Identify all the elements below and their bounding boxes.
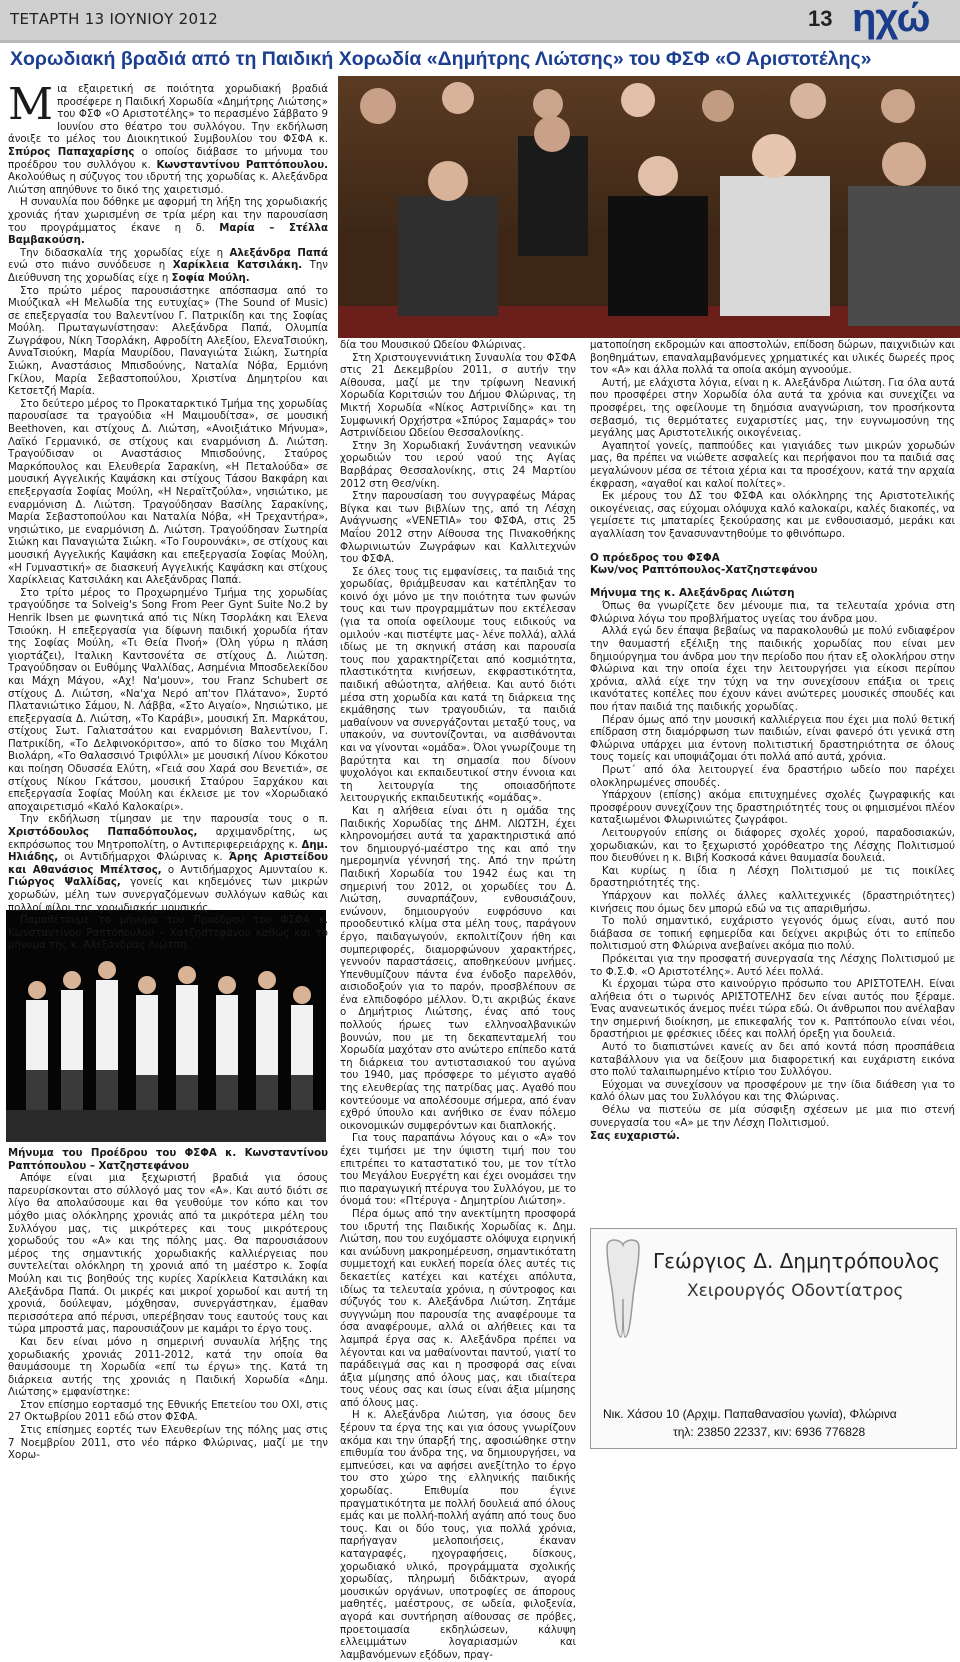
newspaper-logo: ηχώ xyxy=(852,0,930,40)
paragraph: Στο τρίτο μέρος το Προχωρημένο Τμήμα της χορωδίας τραγούδησε τα Solveig's Song From Peer Gynt Suite No.2 by Henrik Ibsen με φωνητικά από τις Νίκη Τσορλάκη και Έλενα Τσιούκη. Η επεξεργασία για δίφωνη παιδική χορωδία ήταν της Σοφίας Μούλη, «Τι Θεία Πνοή» (Όλη γύρω η πλάση γιορτάζει), Ιταλικη Καντσονέτα σε στίχους Δ. Λιώτση. Τραγούδησαν οι Ευθύμης Ψαλλίδας, Ασημένια Μποσδελεκίδου και Μάχη Μάγου, «Αχ! Να'μουν», του Franz Schubert σε στίχους Δ. Λιώτση, «Να'χα Νερό απ'τον Πλάτανο», Συρτό Πλατανιώτικο Σάμου, Ν. Λάββα, «Στο Αιγαίο», Νησιώτικο, με επεξεργασία Δ. Λιώτση, «Το Καράβι», μουσική Σπ. Μαρκάτου, στίχους Σωτ. Γαλιατσάτου και εναρμόνιση Βαλεντίνου, Γ. Πατρικίδη, «Το Δελφινοκόριτσο», από το δίσκο του Μιχάλη Βιολάρη, «Το Θαλασσινό Τριφύλλι» με μουσική Λίνου Κόκοτου και ποίηση Οδυσσέα Ελύτη, «Γειά σου Χαρά σου Βενετιά», σε στίχους Νίκου Γκάτσου, μουσική Σταύρου Ξαρχάκου και επεξεργασία Σοφίας Μούλη και έκλεισε με τον «Χορωδιακό αποχαιρετισμό «Καλό Καλοκαίρι». xyxy=(8,587,328,813)
dentist-advertisement xyxy=(590,1228,957,1449)
paragraph: Θέλω να πιστεύω σε μία σύσφιξη σχέσεων με μια πιο στενή συνεργασία του «Α» με την Λέσχη Πολιτισμού. xyxy=(590,1105,955,1129)
dentist-title: Χειρουργός Οδοντίατρος xyxy=(687,1281,904,1301)
paragraph: Παραθέτουμε το μήνυμα του Προέδρου του ΦΣΦΑ κ. Κωνσταντίνου Ραπτόπουλου – Χατζηστεφάνου καθώς και το μήνυμα της κ. Αλεξάνδρας Λιώτση. xyxy=(8,915,328,952)
dentist-name: Γεώργιος Δ. Δημητρόπουλος xyxy=(653,1249,941,1273)
paragraph: Αγαπητοί γονείς, παππούδες και γιαγιάδες των μικρών χορωδών μας, θα πρέπει να νιώθετε ασφαλείς και περήφανοι που τα παιδιά σας μεγαλώνουν μέσα σε τέτοια χέρια και τα προσέχουν, κατά την αρχαία έκφραση, «αγαθοί και καλοί πολίτες». xyxy=(590,440,955,490)
column-1 xyxy=(8,79,329,952)
paragraph: Και κυρίως η ίδια η Λέσχη Πολιτισμού με τις ποικίλες δραστηριότητές της. xyxy=(590,865,955,890)
tooth-icon xyxy=(601,1237,645,1347)
paragraph: Το πολύ σημαντικό, ευχάριστο γεγονός όμως είναι, αυτό που διάβασα σε τοπική εφημερίδα και δείχνει ακριβώς ότι το επίπεδο πολιτισμού στη Φλώρινα ανεβαίνει ακόμα πιο πολύ. xyxy=(590,916,955,953)
paragraph: Κι έρχομαι τώρα στο καινούργιο πρόσωπο του ΑΡΙΣΤΟΤΕΛΗ. Είναι αλήθεια ότι ο τωρινός ΑΡΙΣΤΟΤΕΛΗΣ δεν είναι αυτός που ξέραμε. Ένας ανανεωτικός άνεμος πνέει τώρα εδώ. Οι άνθρωποι που ανέλαβαν την σημερινή διοίκηση, με επικεφαλής τον κ. Ραπτόπουλο είναι νέοι, δραστήριοι με φρέσκιες ιδέες και πολλή όρεξη για δουλειά. xyxy=(590,979,955,1041)
page-number: 13 xyxy=(808,6,833,31)
paragraph: Την διδασκαλία της χορωδίας είχε η Αλεξάνδρα Παπά ενώ στο πιάνο συνόδευσε η Χαρίκλεια Κατσιλάκη. Την Διεύθυνση της χορωδίας είχε η Σοφία Μούλη. xyxy=(8,247,328,284)
paragraph: Όπως θα γνωρίζετε δεν μένουμε πια, τα τελευταία χρόνια στη Φλώρινα λόγω του προβλήματος υγείας του άνδρα μου. xyxy=(590,601,955,625)
signature-name: Κων/νος Ραπτόπουλος-Χατζηστεφάνου xyxy=(590,564,818,577)
paragraph: Υπάρχουν και πολλές άλλες καλλιτεχνικές (δραστηριότητες) κινήσεις που όμως δεν μπορώ εδώ να τις απαριθμήσω. xyxy=(590,890,955,915)
audience-photo xyxy=(338,76,960,338)
column-3 xyxy=(590,340,955,1224)
paragraph: Αυτό το διαπιστώνει κανείς αν δει από κοντά πόση προσπάθεια καταβάλλουν για να δείξουν μια διαφορετική και ευχάριστη εικόνα στο πολύ ταλαιπωρημένο κτίριο του Συλλόγου. xyxy=(590,1042,955,1079)
paragraph: ματοποίηση εκδρομών και αποστολών, επίδοση δώρων, παιχνιδιών και βοηθημάτων, επαναλαμβανόμενες χρηματικές και υλικές δωρεές προς τον «Α» και άλλα πολλά τα οποία ακόμη αγνοούμε. xyxy=(590,340,955,377)
paragraph: Αλλά εγώ δεν έπαψα βεβαίως να παρακολουθώ με πολύ ενδιαφέρον την θαυμαστή εξέλιξη της παιδικής χορωδίας που είναι μεν δημιούργημα του άνδρα μου την περίοδο που ήταν εξ ολοκλήρου στην Φλώρινα και την οποία έχει την λειτουργήσει για είκοσι περίπου χρόνια, αλλά είχε την τύχη να την συνεχίσουν επάξια οι τρεις ικανότατες κοπέλες που έχουν κάνει ανώτερες μουσικές σπουδές και που ήταν παιδιά της παιδικής χορωδίας. xyxy=(590,626,955,714)
liotsi-message-heading: Μήνυμα της κ. Αλεξάνδρας Λιώτση xyxy=(590,586,795,599)
paragraph: Και η αλήθεια είναι ότι η ομάδα της Παιδικής Χορωδίας της ΔΗΜ. ΛΙΩΤΣΗ, έχει κληρονομήσει αυτά τα χαρακτηριστικά από τον δημιουργό-μαέστρο της και από την ημερομηνία γέννησή της. Από την πρώτη Παιδική Χορωδία του 1942 έως και τη σημερινή του 2012, οι χορωδίες του Δ. Λιώτση, συναρπάζουν, ενθουσιάζουν, ενώνουν, δημιουργούν ευφρόσυνο και προοδευτικό κλίμα στα μέλη τους, παράγουν έργο, παιδαγωγούν, εκπολιτίζουν ήθη και συμπεριφορές, διαμορφώνουν χαρακτήρες, γεννούν παραστάσεις, αποθηκεύουν μνήμες. Υπενθυμίζουν πάντα ένα ένδοξο παρελθόν, αισιοδοξούν για το παρόν, προσβλέπουν σε ένα ελπιδοφόρο μέλλον. Ό,τι ακριβώς έκανε ο Δημήτριος Λιώτσης, ένας από τους πολλούς ήρωες των ελληνοαλβανικών βουνών, που με τη δεκαπενταμελή του Χορωδία μαχόταν στο ανώτερο επίπεδο κατά τη διάρκεια του αντιστασιακού του αγώνα του 1940, μας πρόσφερε το μέγιστο αγαθό της ελευθερίας της πατρίδας μας. Αγαθό που κοντεύουμε να απολέσουμε σήμερα, από έναν εχθρό ύπουλο και ανήθικο σε έναν πόλεμο οικονομικών συμφερόντων και διαπλοκής. xyxy=(340,805,576,1132)
paragraph: Εκ μέρους του ΔΣ του ΦΣΦΑ και ολόκληρης της Αριστοτελικής οικογένειας, σας εύχομαι ολόψυχα καλό καλοκαίρι, καλές διακοπές, να γεμίσετε τις μπαταρίες ξεκούρασης και με ενθουσιασμό, μεράκι και αγαλλίαση τον ξανασυναντηθούμε το φθινόπωρο. xyxy=(590,491,955,540)
paragraph: Στο δεύτερο μέρος το Προκαταρκτικό Τμήμα της χορωδίας παρουσίασε τα τραγούδια «Η Μαιμουδίτσα», σε μουσική Beethoven, και στίχους Δ. Λιώτση, «Ανοιξιάτικο Μήνυμα», Λαϊκό Γερμανικό, σε στίχους και εναρμόνιση Δ. Λιώτση. Τραγούδισαν οι Αναστάσιος Μπισδούνης, Σταύρος Μαρκόπουλος και Ελευθερία Σαρακίνη, «Η Πεταλούδα» σε μουσική Αγγελικής Καψάσκη και στίχους Τάσου Βακφάρη και επεξεργασία Σοφίας Μούλη, «Η Νεραϊτζούλα», νησιώτικο, με εναρμόνιση Δ. Λιώτση. Τραγούδησαν Βασίλης Σαρακίνης, Μαρία Σεβαστοπούλου και Ναταλία Νόβα, «Η Τρεχαντήρα», νησιώτικο, με εναρμόνιση Δ. Λιώτση. Τραγούδησαν Σωτηρία Σιώκη και Παναγιώτα Σιώκη. «Το Γουρουνάκι», σε στίχους και μουσική Αγγελικής Καψάσκη και επεξεργασία Σοφίας Μούλη, «Η Γυμναστική» σε διασκευή Αγγελικής Καψάσκη και στίχους Χαρίκλειας Κατσιλάκη και Αλεξάνδρας Παπά. xyxy=(8,398,328,587)
dentist-address: Νικ. Χάσου 10 (Αρχιμ. Παπαθανασίου γωνία), Φλώρινα xyxy=(603,1407,897,1421)
article-headline: Χορωδιακή βραδιά από τη Παιδική Χορωδία «Δημήτρης Λιώτσης» του ΦΣΦ «Ο Αριστοτέλης» xyxy=(10,48,872,70)
paragraph: Πρόκειται για την προσφατή συνεργασία της Λέσχης Πολιτισμού με το Φ.Σ.Φ. «Ο Αριστοτέλης». Αυτό λέει πολλά. xyxy=(590,953,955,978)
paragraph: Αυτή, με ελάχιστα λόγια, είναι η κ. Αλεξάνδρα Λιώτση. Για όλα αυτά που προσφέρει στην Χορωδία όλα αυτά τα χρόνια και συνεχίζει να προσφέρει, της οφείλουμε τη δημόσια αναγνώριση, τον προσήκοντα σεβασμό, τις θερμότατες ευχαριστίες μας, την ευγνωμοσύνη της μεγάλης μας Αριστοτελικής οικογένειας. xyxy=(590,377,955,440)
paragraph: Στη Χριστουγεννιάτικη Συναυλία του ΦΣΦΑ στις 21 Δεκεμβρίου 2011, σ αυτήν την Αίθουσα, μαζί με την τρίφωνη Νεανική Χορωδία Κοριτσιών του Δήμου Φλώρινας, τη Μικτή Χορωδία «Νίκος Αστρινίδης» και τη Συμφωνική Ορχήστρα «Σπύρος Σαμαράς» του Αστρινίδειου Ωδείου Θεσσαλονίκης. xyxy=(340,352,576,440)
paragraph: Και δεν είναι μόνο η σημερινή συναυλία λήξης της χορωδιακής χρονιάς 2011-2012, κατά την οποία θα θαυμάσουμε τη Χορωδία «επί τω έργω» της. Κατά τη διάρκεια αυτής της χρονιάς η Παιδική Χορωδία «Δημ. Λιώτσης» εμφανίστηκε: xyxy=(8,1336,328,1399)
column-1-lower xyxy=(8,1148,328,1462)
paragraph: Στο πρώτο μέρος παρουσιάστηκε απόσπασμα από το Μιούζικαλ «Η Μελωδία της ευτυχίας» (The Sound of Music) σε επεξεργασία του Βαλεντίνου Γ. Πατρικίδη και της Σοφίας Μούλη. Πρωταγωνίστησαν: Αλεξάνδρα Παπά, Ολυμπία Ζωγράφου, Νίκη Τσορλάκη, Αφροδίτη Αλεξίου, ΕλεναΤσιούκη, ΑνναΤσιούκη, Μαρία Μαυρίδου, Παναγιώτα Σιώκη, Σωτηρία Σιώκη, Αναστάσιος Μπισδούνης, Ναταλία Νόβα, Ερμιόνη Γκίλου, Μαρία Σεβαστοπούλου, Χριστίνα Δημητρίου και Κετσετζή Μαρία. xyxy=(8,285,328,398)
closing-thanks: Σας ευχαριστώ. xyxy=(590,1130,680,1143)
dentist-phone: τηλ: 23850 22337, κιν: 6936 776828 xyxy=(673,1425,866,1439)
paragraph: Η συναυλία που δόθηκε με αφορμή τη λήξη της χορωδιακής χρονιάς ήταν χωρισμένη σε τρία μέρη και την παρουσίαση του προγράμματος έκανε η δ. Μαρία – Στέλλα Βαμβακούση. xyxy=(8,197,328,247)
paragraph: Πρωτ΄ από όλα λειτουργεί ένα δραστήριο ωδείο που παρέχει ολοκληρωμένες σπουδές. xyxy=(590,765,955,789)
paragraph: Την εκδήλωση τίμησαν με την παρουσία τους ο π. Χριστόδουλος Παπαδόπουλος, αρχιμανδρίτης, ως εκπρόσωπος του Μητροπολίτη, ο Αντιπεριφερειάρχης κ. Δημ. Ηλιάδης, οι Αντιδήμαρχοι Φλώρινας κ. Άρης Αριστείδου και Αθανάσιος Μπέλτσος, ο Αντιδήμαρχος Αμυνταίου κ. Γιώργος Ψαλλίδας, γονείς και κηδεμόνες των μικρών χορωδών, μέλη των συνεργαζόμενων συλλόγων καθώς και πολλοί φίλοι της χορωδιακής μουσικής. xyxy=(8,814,329,914)
drop-cap: Μ xyxy=(8,79,54,130)
paragraph: Εύχομαι να συνεχίσουν να προσφέρουν με την ίδια διάθεση για το καλό όλων μας του Συλλόγου και της Φλώρινας. xyxy=(590,1079,955,1104)
paragraph: Υπάρχουν (επίσης) ακόμα επιτυχημένες σχολές ζωγραφικής και προσφέρουν συνεχίζουν της δραστηριότητές τους οι φημισμένοι πλέον καταξιωμένοι Φλωρινιώτες ζωγράφοι. xyxy=(590,790,955,827)
paragraph: Απόψε είναι μια ξεχωριστή βραδιά για όσους παρευρίσκονται στο σύλλογό μας τον «Α». Και αυτό διότι σε λίγο θα απολαύσουμε και θα γευθούμε τον κόπο και τον μόχθο μιας ολόκληρης χρονιάς από τα μικρότερα μέλη του Συλλόγου μας, τις μικρότερες και τους μικρότερους χορωδούς του «Α» και της πόλης μας. Θα παρουσιάσουν μέρος της σημαντικής χορωδιακής καλλιέργειας που συντελείται ολόκληρη τη χρονιά από τη μαέστρο κ. Σοφία Μούλη και τις βοηθούς της κυρίες Χαρίκλεια Κατσιλάκη και Αλεξάνδρα Παπά. Οι μικρές και μικροί χορωδοί και αυτή τη χρονιά, δούλεψαν, μόχθησαν, συνεργάστηκαν, έμαθαν περισσότερα από πέρυσι, υπερέβησαν τους εαυτούς τους και τώρα μπροστά μας, παρουσιάζουν με καμάρι το έργο τους. xyxy=(8,1173,328,1336)
paragraph: Για τους παραπάνω λόγους και ο «Α» τον έχει τιμήσει με την ύψιστη τιμή που του επιτρέπει το καταστατικό του, με τον τίτλο του Μεγάλου Ευεργέτη και έχει ονομάσει την πιο παραγωγική πτέρυγα του Συλλόγου, με το όνομά του: «Πτέρυγα - Δημητρίου Λιώτση». xyxy=(340,1133,576,1208)
intro-paragraph: Μια εξαιρετική σε ποιότητα χορωδιακή βραδιά προσέφερε η Παιδική Χορωδία «Δημήτρης Λιώτσης» του ΦΣΦ «Ο Αριστοτέλης» το περασμένο Σάββατο 9 Ιουνίου στο θέατρο του συλλόγου. Την εκδήλωση άνοιξε το μέλος του Διοικητικού Συμβουλίου του ΦΣΦΑ κ. Σπύρος Παπαχαρίσης ο οποίος διάβασε το μήνυμα του προέδρου του συλλόγου κ. Κωνσταντίνου Ραπτόπουλου. Ακολούθως η σύζυγος του ιδρυτή της χορωδίας κ. Αλεξάνδρα Λιώτση απηύθυνε το δικό της χαιρετισμό. xyxy=(8,79,328,196)
paragraph: Πέρα όμως από την ανεκτίμητη προσφορά του ιδρυτή της Παιδικής Χορωδίας κ. Δημ. Λιώτση, που του ευχόμαστε ολόψυχα ειρηνική και ανώδυνη μακροημέρευση, σημαντικότατη συμμετοχή και ευκλεή πορεία όλες αυτές τις δεκαετίες κατέχει και κατέχει απόλυτα, ιδίως τα τελευταία χρόνια, η σύντροφος και σύζυγός του κ. Αλεξάνδρα Λιώτση. Ζητάμε συγγνώμη που παρουσία της αναφέρουμε τα όσα αναφέρουμε, αλλά οι αλήθειες και τα λαμπρά έργα σας κ. Αλεξάνδρα πρέπει να λέγονται και να μαθαίνονται παντού, γιατί το παράδειγμά σας και η προσφορά σας είναι άξια μίμησης από όλους μας, και ιδιαίτερα τους νέους σας και ίσως είναι άξια μίμησης από όλους μας. xyxy=(340,1208,576,1409)
president-message-heading: Μήνυμα του Προέδρου του ΦΣΦΑ κ. Κωνσταντίνου Ραπτόπουλου – Χατζηστεφάνου xyxy=(8,1148,328,1172)
column-2 xyxy=(340,340,576,1661)
paragraph: Πέραν όμως από την μουσική καλλιέργεια που έχει μια πολύ θετική επίδραση στη διαμόρφωση των παιδιών, είναι φανερό ότι γενικά στη Φλώρινα υπάρχει μια έντονη πολιτιστική δραστηριότητα σε όλους τους τομείς και υποψιάζομαι ότι πολλά από αυτά, χρόνια. xyxy=(590,714,955,764)
paragraph: δία του Μουσικού Ωδείου Φλώρινας. xyxy=(340,340,526,351)
paragraph: Η κ. Αλεξάνδρα Λιώτση, για όσους δεν ξέρουν τα έργα της και για όσους γνωρίζουν ακόμα και την ύπαρξή της, αφοσιώθηκε στην επιθυμία του άνδρα της, να δημιουργήσει, να εμπνεύσει, και να αφήσει ανεξίτηλο το έργο του στο χώρο της ελληνικής παιδικής χορωδίας. Επιθυμία που έγινε πραγματικότητα με πολλή δουλειά από όλους εμάς και με πολλή-πολλή αγάπη από τους δυο τους. Και οι δύο τους, για πολλά χρόνια, παρήγαγαν μελοποιήσεις, έκαναν καταγραφές, ηχογραφήσεις, δίσκους, χορωδιακό υλικό, προγράμματα σχολικής χορωδίας, πληρωμή διδάκτρων, αγορά μουσικών οργάνων, υποτροφίες σε άπορους μαθητές, μαέστρους, σε ωδεία, φιλοξενία, αγορά και συντήρηση αίθουσας σε πρόβες, προετοιμασία εκδηλώσεων, κάλυψη ελλειμμάτων λογαριασμών και λαμβανόμενων εξόδων, πραγ- xyxy=(340,1410,576,1661)
paragraph: Σε όλες τους τις εμφανίσεις, τα παιδιά της χορωδίας, θριάμβευσαν και κατέπληξαν το κοινό όχι μόνο με την ποιότητα των φωνών τους και των προγραμμάτων που εκτέλεσαν (για τα οποία οφείλουμε τους ειδικούς να ομιλούν -και πιστέψτε μας- λένε πολλά), αλλά ιδίως με τη σκηνική στάση και παρουσία τους που χαρακτηρίζεται από κοσμιότητα, πλαστικότητα κινήσεων, εκφραστικότητα, παιδική αθώοτητα, αλήθεια. Και αυτό διότι μέσα στη χορωδία και κατά τη διάρκεια της εκμάθησης των τραγουδιών, τα παιδιά μαθαίνουν να συνεργάζονται μεταξύ τους, να υπακούν, να συντονίζονται, να αισθάνονται και να γίνονται «ομάδα». Όλοι γνωρίζουμε τη βαρύτητα και τη σημασία που δίνουν ψυχολόγοι και εκπαιδευτικοί στην έννοια και τη λειτουργία της οποιασδήποτε λειτουργικής εκπαιδευτικής «ομάδας». xyxy=(340,566,576,805)
paragraph: Στις επίσημες εορτές των Ελευθερίων της πόλης μας στις 7 Νοεμβρίου 2011, στο νέο πάρκο Φλώρινας, μαζί με την Χορω- xyxy=(8,1425,328,1462)
signature-title: Ο πρόεδρος του ΦΣΦΑ xyxy=(590,551,720,564)
paragraph: Λειτουργούν επίσης οι διάφορες σχολές χορού, παραδοσιακών, χορωδιακών, και το ξεχωριστό χορόθεατρο της Λέσχης Πολιτισμού που διευθύνει η κ. Βιβή Κοσκοσά κάνει θαυμασία δουλειά. xyxy=(590,827,955,865)
audience-photo-image xyxy=(338,76,960,338)
paragraph: Στην παρουσίαση του συγγραφέως Μάρας Βίγκα και των βιβλίων της, από τη Λέσχη Ανάγνωσης «VENETIA» του ΦΣΦΑ, στις 25 Μαΐου 2012 στην Αίθουσα της Πινακοθήκης Φλωρινιωτών Ζωγράφων και Καλλιτεχνών του ΦΣΦΑ. xyxy=(340,491,576,566)
paragraph: Στην 3η Χορωδιακή Συνάντηση νεανικών χορωδιών του ιερού ναού της Αγίας Βαρβάρας Θεσσαλονίκης, στις 24 Μαρτίου 2012 στη Θεσ/νίκη. xyxy=(340,440,576,490)
issue-date: ΤΕΤΑΡΤΗ 13 ΙΟΥΝΙΟΥ 2012 xyxy=(10,10,219,28)
paragraph: Στον επίσημο εορτασμό της Εθνικής Επετείου του ΟΧΙ, στις 27 Οκτωβρίου 2011 εδώ στον ΦΣΦΑ. xyxy=(8,1399,328,1424)
